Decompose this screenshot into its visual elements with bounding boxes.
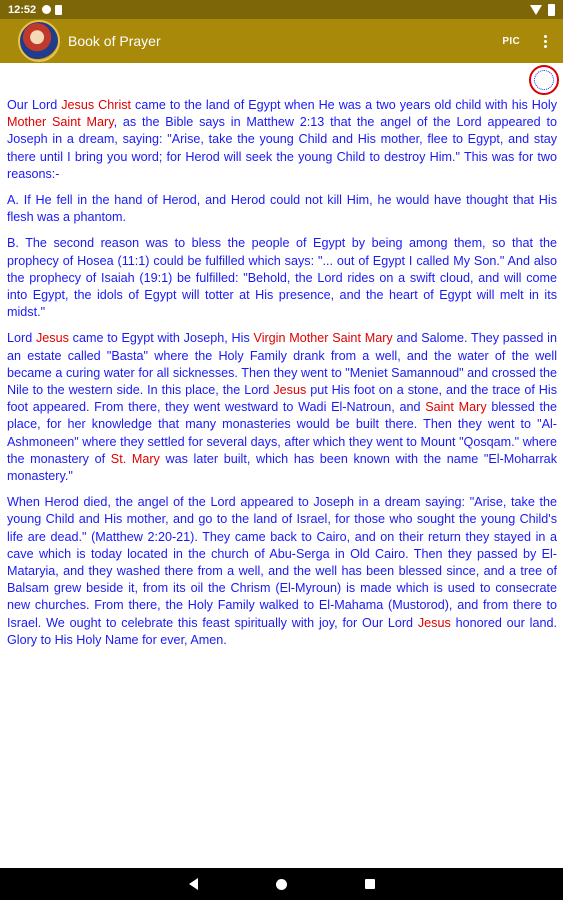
highlight-name: St. Mary (110, 451, 160, 466)
status-bar (0, 0, 563, 19)
highlight-name: Saint Mary (425, 400, 487, 415)
recents-icon[interactable] (365, 879, 375, 889)
back-icon[interactable] (189, 878, 198, 890)
pic-button[interactable]: PIC (502, 35, 520, 47)
status-right (530, 4, 555, 16)
sim-icon (55, 5, 62, 15)
article-content[interactable] (0, 63, 563, 868)
wifi-icon (530, 5, 542, 15)
highlight-name: Jesus (35, 331, 69, 346)
seal-icon (529, 65, 559, 95)
system-nav-bar (0, 868, 563, 900)
highlight-name: Virgin Mother Saint Mary (253, 331, 393, 346)
app-title: Book of Prayer (68, 33, 161, 49)
battery-icon (548, 4, 555, 16)
highlight-name: Jesus (273, 383, 307, 398)
highlight-name: Jesus Christ (61, 98, 132, 112)
article-text (7, 97, 557, 658)
more-vert-icon[interactable] (540, 33, 551, 50)
paragraph-1: Our Lord Jesus Christ came to the land of Egypt when He was a two years old child with his Holy Mother Saint Mary, as the Bible says in Matthew 2:13 that the angel of the Lord appeared to Joseph in a dream, saying: "Arise, take the young Child and His mother, flee to Egypt, and stay there until I bring you word; for Herod will seek the young Child to destroy Him." This was for two reasons:- (7, 98, 557, 181)
app-bar (0, 19, 563, 63)
highlight-name: Jesus (417, 615, 451, 630)
paragraph-5: When Herod died, the angel of the Lord appeared to Joseph in a dream saying: "Arise, take the young Child and His mother, and go to the land of Israel, for those who sought the young Child's life are dead." (Matthew 2:20-21). They came back to Cairo, and on their return they stayed in a cave which is today located in the church of Abu-Serga in Old Cairo. Then they passed by El-Mataryia, and they washed there from a well, and the well has been blessed since, and a tree of Balsam grew beside it, from its oil the Chrism (El-Myroun) is made which is used to consecrate new churches. From there, the Holy Family walked to El-Mahama (Mustorod), and from there to Israel. We ought to celebrate this feast spiritually with joy, for Our Lord Jesus honored our land. Glory to His Holy Name for ever, Amen. (7, 495, 557, 647)
paragraph-4: Lord Jesus came to Egypt with Joseph, His Virgin Mother Saint Mary and Salome. They passed in an estate called "Basta" where the Holy Family drank from a well, and the water of the well became a curing water for all sicknesses. Then they went to "Meniet Samannoud" and crossed the Nile to the western side. In this place, the Lord Jesus put His foot on a stone, and the trace of His foot appeared. From there, they went westward to Wadi El-Natroun, and Saint Mary blessed the place, for her knowledge that many monasteries would be built there. Then they went to "Al-Ashmoneen" where they settled for several days, after which they went to Mount "Qosqam." where the monastery of St. Mary was later built, which has been known with the name "El-Moharrak monastery." (7, 331, 557, 484)
paragraph-3: B. The second reason was to bless the people of Egypt by being among them, so that the prophecy of Hosea (11:1) could be fulfilled which says: "... out of Egypt I called My Son." And also the prophecy of Isaiah (19:1) be fulfilled: "Behold, the Lord rides on a swift cloud, and will come into Egypt, the idols of Egypt will totter at His presence, and the heart of Egypt will melt in its midst." (7, 236, 557, 320)
home-icon[interactable] (276, 879, 287, 890)
app-logo-icon[interactable] (18, 20, 60, 62)
app-actions (502, 33, 551, 50)
notification-icon (42, 5, 51, 14)
paragraph-2: A. If He fell in the hand of Herod, and Herod could not kill Him, he would have thought that His flesh was a phantom. (7, 193, 557, 225)
status-time: 12:52 (8, 3, 37, 16)
highlight-name: Mother Saint Mary (7, 115, 114, 130)
